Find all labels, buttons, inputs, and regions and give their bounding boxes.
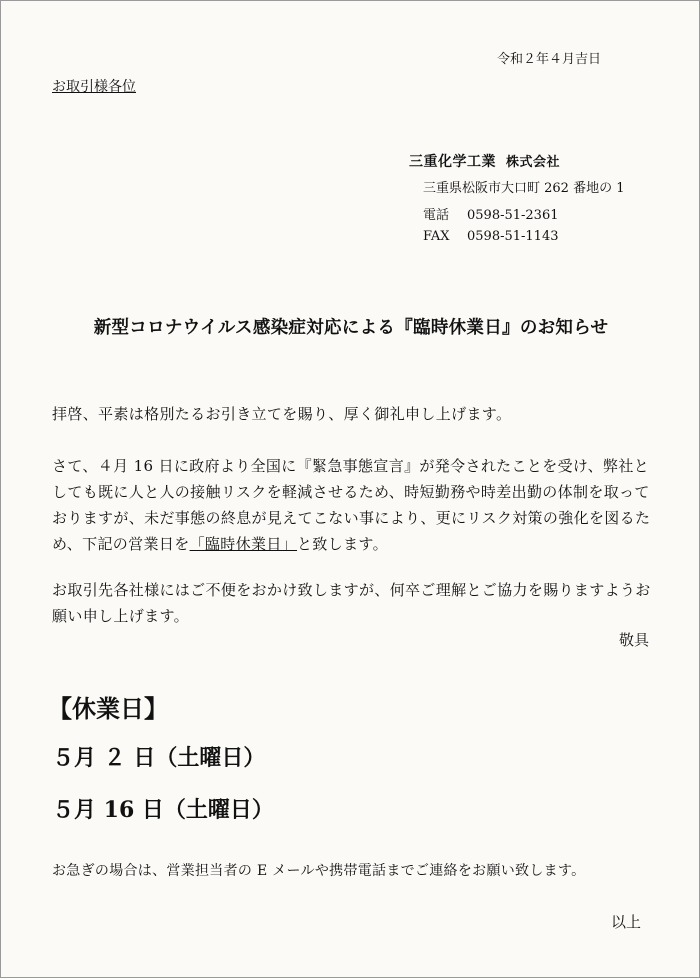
document-title: 新型コロナウイルス感染症対応による『臨時休業日』のお知らせ (93, 318, 609, 338)
contact-note: お急ぎの場合は、営業担当者の E メールや携帯電話までご連絡をお願い致します。 (52, 863, 586, 879)
end-mark: 以上 (611, 913, 642, 931)
tel-number: 0598-51-2361 (467, 208, 559, 223)
emphasis-text: 「臨時休業日」 (189, 535, 298, 553)
recipient-line: お取引様各位 (52, 79, 136, 95)
sender-company (409, 151, 560, 171)
tel-label: 電話 (423, 208, 450, 223)
main-paragraph (52, 453, 652, 557)
sender-address: 三重県松阪市大口町 262 番地の 1 (423, 181, 625, 196)
fax-number: 0598-51-1143 (467, 229, 559, 244)
main-paragraph-text: さて、４月 16 日に政府より全国に『緊急事態宣言』が発令されたことを受け、弊社としても既に人と人の接触リスクを軽減させるため、時短勤務や時差出勤の体制を取っておりますが、未だ事態の終息が見えてこない事により、更にリスク対策の強化を図るため、下記の営業日を (52, 457, 651, 553)
main-paragraph-end: と致します。 (297, 535, 388, 553)
apology-paragraph: お取引先各社様にはご不便をおかけ致しますが、何卒ご理解とご協力を賜りますようお願い申し上げます。 (52, 581, 651, 625)
holiday-date-2: ５月 16 日（土曜日） (52, 797, 274, 823)
holiday-date-1: ５月 ２ 日（土曜日） (52, 745, 266, 771)
company-name: 三重化学工業 (409, 154, 496, 170)
company-suffix: 株式会社 (506, 155, 561, 170)
holiday-heading: 【休業日】 (48, 694, 168, 723)
greeting-paragraph: 拝啓、平素は格別たるお引き立てを賜り、厚く御礼申し上げます。 (52, 405, 512, 423)
sender-fax (423, 229, 559, 244)
sender-tel (423, 204, 559, 223)
closing-word: 敬具 (618, 631, 649, 649)
fax-label: FAX (423, 229, 450, 244)
document-date: 令和２年４月吉日 (497, 52, 602, 67)
